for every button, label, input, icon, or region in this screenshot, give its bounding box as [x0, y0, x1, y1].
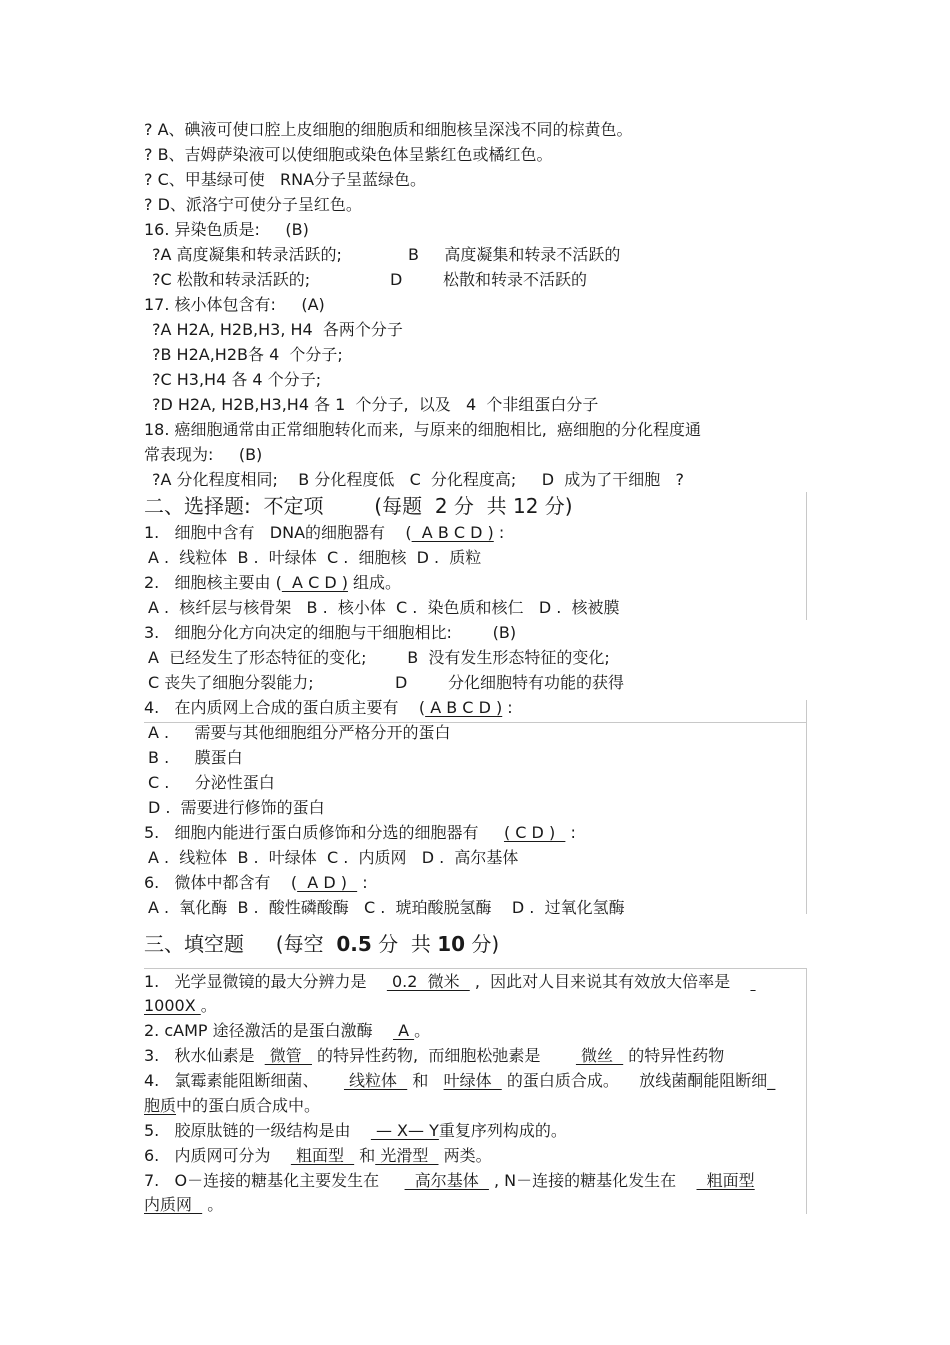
s3-q6: 6. 内质网可分为 粗面型 和 光滑型 两类。 [144, 1146, 492, 1165]
s2-q1-options: A . 线粒体 B . 叶绿体 C . 细胞核 D . 质粒 [148, 548, 482, 567]
s3-q4-answer3: 胞质 [144, 1096, 177, 1115]
s3-q1-answer2: 1000X [144, 996, 201, 1015]
s3-q3-answer1: 微管 [264, 1046, 312, 1065]
s2-q3-opt-d: D 分化细胞特有功能的获得 [395, 673, 625, 692]
q16-opt-b: B 高度凝集和转录不活跃的 [408, 245, 621, 264]
s3-q6-answer2: 光滑型 [375, 1146, 439, 1165]
s2-q5-options: A . 线粒体 B . 叶绿体 C . 内质网 D . 高尔基体 [148, 848, 519, 867]
s3-q5-answer: — X— Y [370, 1121, 439, 1140]
s2-q2-answer: A C D ) [281, 573, 348, 592]
table-border-right-lower [806, 700, 807, 914]
s2-q2-stem: 2. 细胞核主要由 ( A C D ) 组成。 [144, 573, 402, 592]
q16-opt-d: D 松散和转录不活跃的 [390, 270, 588, 289]
s3-q1-line1: 1. 光学显微镜的最大分辨力是 0.2 微米 , 因此对人目来说其有效放大倍率是 [144, 972, 751, 991]
q17-opt-c: ?C H3,H4 各 4 个分子; [152, 370, 322, 389]
s3-q2: 2. cAMP 途径激活的是蛋白激酶 A 。 [144, 1021, 431, 1040]
s3-q3: 3. 秋水仙素是 微管 的特异性药物, 而细胞松弛素是 微丝 的特异性药物 [144, 1046, 725, 1065]
s3-q3-answer2: 微丝 [575, 1046, 624, 1065]
q16-opt-a: ?A 高度凝集和转录活跃的; [152, 245, 342, 264]
s2-q1-stem: 1. 细胞中含有 DNA的细胞器有 ( A B C D ) : [144, 523, 505, 542]
option-c-methyl-green: ? C、甲基绿可使 RNA分子呈蓝绿色。 [144, 170, 427, 189]
s2-q3-options-ab: A 已经发生了形态特征的变化; B 没有发生形态特征的变化; [148, 648, 610, 667]
s3-q5: 5. 胶原肽链的一级结构是由 — X— Y重复序列构成的。 [144, 1121, 567, 1140]
s3-q7-line2: 内质网 。 [144, 1195, 224, 1214]
s2-q6-stem: 6. 微体中都含有 ( A D ) : [144, 873, 368, 892]
s2-q4-stem: 4. 在内质网上合成的蛋白质主要有 ( A B C D ) : [144, 698, 513, 717]
s3-q2-answer: A [392, 1021, 415, 1040]
q18-stem-line1: 18. 癌细胞通常由正常细胞转化而来, 与原来的细胞相比, 癌细胞的分化程度通 [144, 420, 702, 439]
s2-q3-stem: 3. 细胞分化方向决定的细胞与干细胞相比: (B) [144, 623, 517, 642]
q16-stem: 16. 异染色质是: (B) [144, 220, 309, 239]
s2-q4-opt-c: C . 分泌性蛋白 [148, 773, 275, 792]
s2-q4-opt-d: D . 需要进行修饰的蛋白 [148, 798, 325, 817]
s3-q1-answer1: 0.2 微米 [386, 972, 470, 991]
q17-opt-a: ?A H2A, H2B,H3, H4 各两个分子 [152, 320, 403, 339]
q16-opt-c: ?C 松散和转录活跃的; [152, 270, 311, 289]
q17-opt-d: ?D H2A, H2B,H3,H4 各 1 个分子, 以及 4 个非组蛋白分子 [152, 395, 599, 414]
option-a-iodine: ? A、碘液可使口腔上皮细胞的细胞质和细胞核呈深浅不同的棕黄色。 [144, 120, 633, 139]
q17-stem: 17. 核小体包含有: (A) [144, 295, 325, 314]
q17-opt-b: ?B H2A,H2B各 4 个分子; [152, 345, 343, 364]
s2-q4-answer: A B C D ) [425, 698, 503, 717]
s2-q4-opt-a: A . 需要与其他细胞组分严格分开的蛋白 [148, 723, 451, 742]
s3-q6-answer1: 粗面型 [290, 1146, 355, 1165]
table-row-divider [144, 722, 806, 723]
s2-q5-answer: ( C D ) [503, 823, 566, 842]
s2-q2-options: A . 核纤层与核骨架 B . 核小体 C . 染色质和核仁 D . 核被膜 [148, 598, 620, 617]
s3-q4-line2: 胞质中的蛋白质合成中。 [144, 1096, 321, 1115]
s3-q4-line1: 4. 氯霉素能阻断细菌、 线粒体 和 叶绿体 的蛋白质合成。 放线菌酮能阻断细_ [144, 1071, 776, 1090]
s2-q1-answer: A B C D ) [411, 523, 494, 542]
s3-q7-answer1: 高尔基体 [404, 1171, 489, 1190]
s2-q6-answer: A D ) [297, 873, 358, 892]
s2-q5-stem: 5. 细胞内能进行蛋白质修饰和分选的细胞器有 ( C D ) : [144, 823, 576, 842]
section3-border-right [806, 968, 807, 1214]
s2-q6-options: A . 氧化酶 B . 酸性磷酸酶 C . 琥珀酸脱氢酶 D . 过氧化氢酶 [148, 898, 625, 917]
s3-q4-answer1: 线粒体 [343, 1071, 408, 1090]
s3-q7-answer2: 粗面型 [696, 1171, 755, 1190]
q18-options: ?A 分化程度相同; B 分化程度低 C 分化程度高; D 成为了干细胞 ? [152, 470, 684, 489]
section3-heading: 三、填空题 (每空 0.5 分 共 10 分) [144, 932, 500, 956]
s3-q1-line2: 1000X 。 [144, 996, 217, 1015]
section3-border-top [144, 968, 806, 969]
table-border-right [806, 492, 807, 620]
s2-q4-opt-b: B . 膜蛋白 [148, 748, 243, 767]
q18-stem-line2: 常表现为: (B) [144, 445, 263, 464]
option-b-giemsa: ? B、吉姆萨染液可以使细胞或染色体呈紫红色或橘红色。 [144, 145, 553, 164]
s3-q4-answer2: 叶绿体 [443, 1071, 502, 1090]
s2-q3-opt-c: C 丧失了细胞分裂能力; [148, 673, 314, 692]
option-d-pyronin: ? D、派洛宁可使分子呈红色。 [144, 195, 362, 214]
s3-q7-line1: 7. O－连接的糖基化主要发生在 高尔基体 , N－连接的糖基化发生在 粗面型 [144, 1171, 755, 1190]
section2-heading: 二、选择题: 不定项 (每题 2 分 共 12 分) [144, 494, 573, 518]
